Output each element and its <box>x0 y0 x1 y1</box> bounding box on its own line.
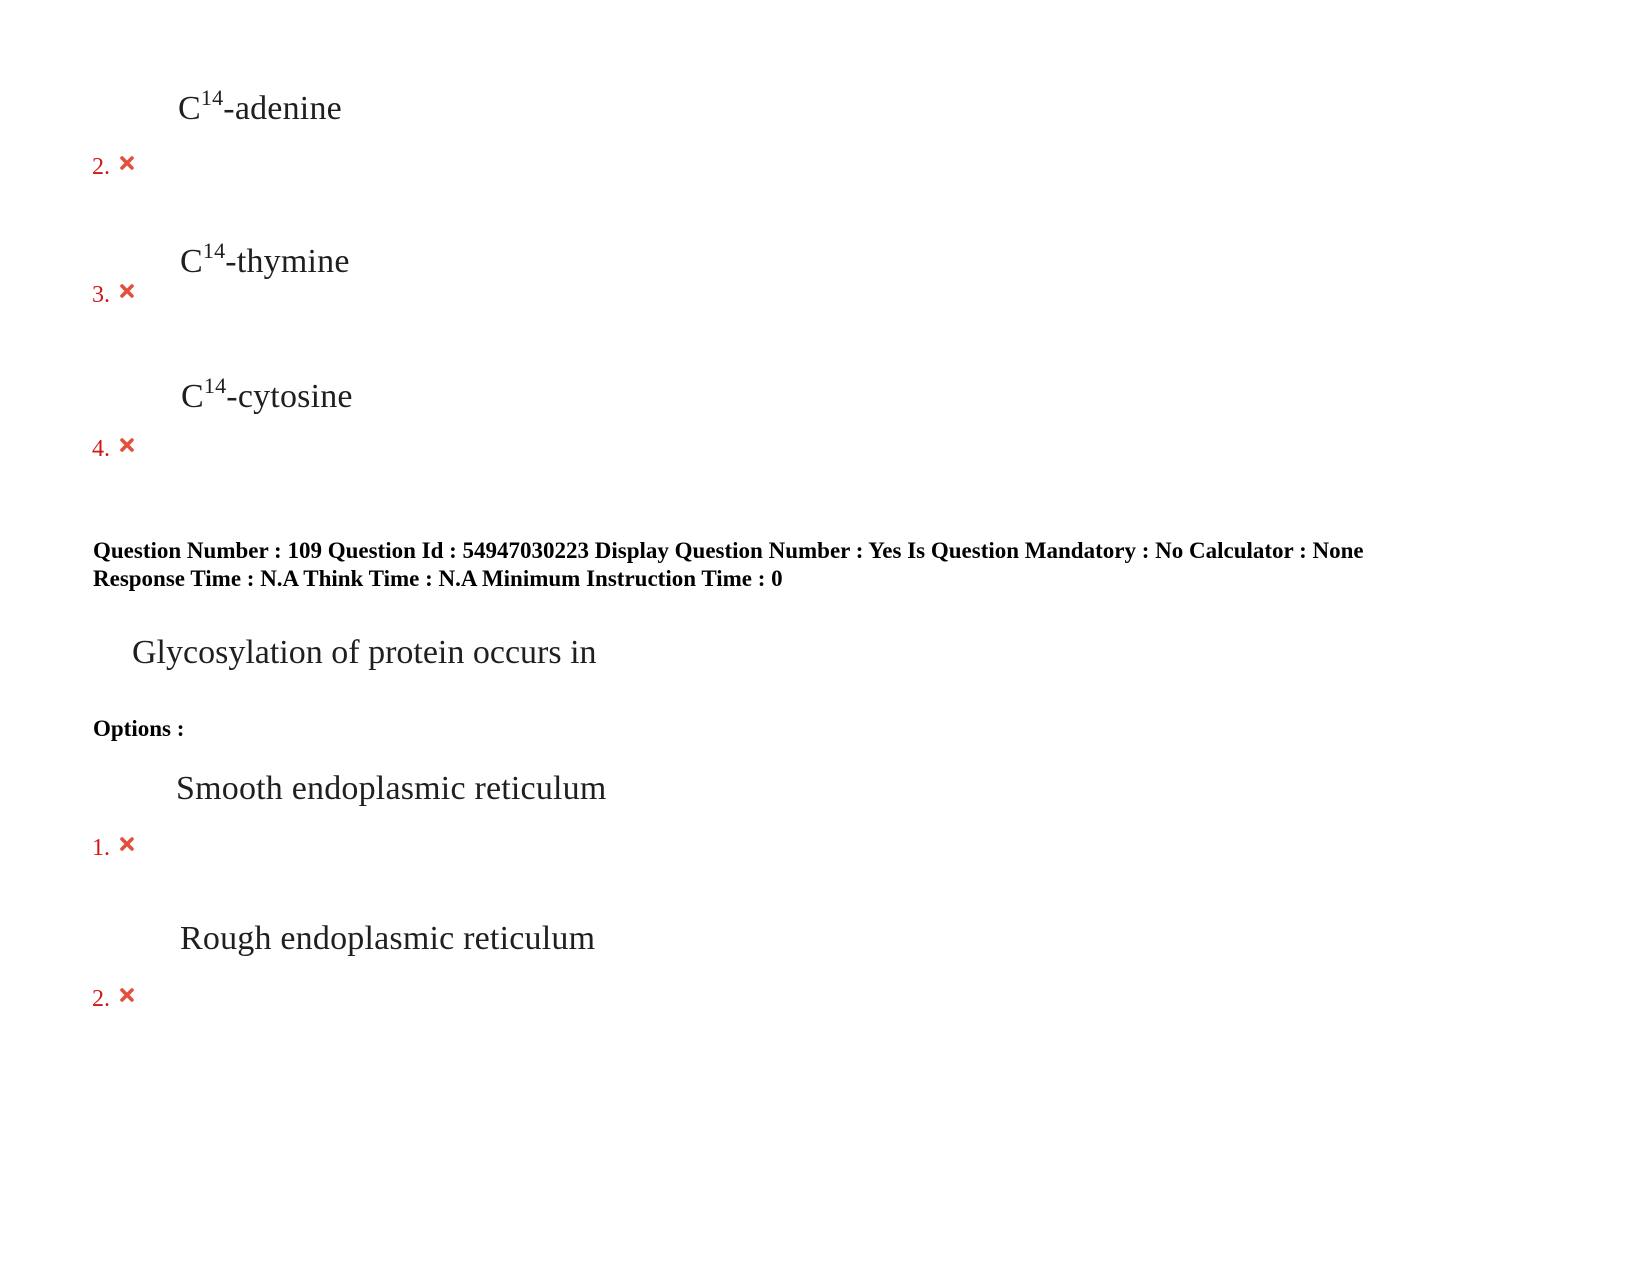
option-text: Rough endoplasmic reticulum <box>180 920 596 957</box>
question-meta <box>93 537 1364 593</box>
cross-icon <box>119 437 135 453</box>
cross-icon <box>119 836 135 852</box>
cross-icon <box>119 283 135 299</box>
question-text: Glycosylation of protein occurs in <box>132 634 597 671</box>
option-number: 4. <box>92 436 110 462</box>
option-text: $C^{14}$-thymine <box>180 237 350 280</box>
options-label: Options : <box>93 716 185 741</box>
option-text: $C^{14}$-adenine <box>178 84 342 127</box>
option-number: 3. <box>92 282 110 308</box>
question-meta-line-2: Response Time : N.A Think Time : N.A Minimum Instruction Time : 0 <box>93 566 783 591</box>
option-number: 2. <box>92 986 110 1012</box>
cross-icon <box>119 155 135 171</box>
option-text: $C^{14}$-cytosine <box>181 372 353 415</box>
option-number: 2. <box>92 154 110 180</box>
option-text: Smooth endoplasmic reticulum <box>176 770 607 807</box>
cross-icon <box>119 987 135 1003</box>
option-number: 1. <box>92 835 110 861</box>
question-meta-line-1: Question Number : 109 Question Id : 54947030223 Display Question Number : Yes Is Question Mandatory : No Calculator : None <box>93 538 1364 563</box>
